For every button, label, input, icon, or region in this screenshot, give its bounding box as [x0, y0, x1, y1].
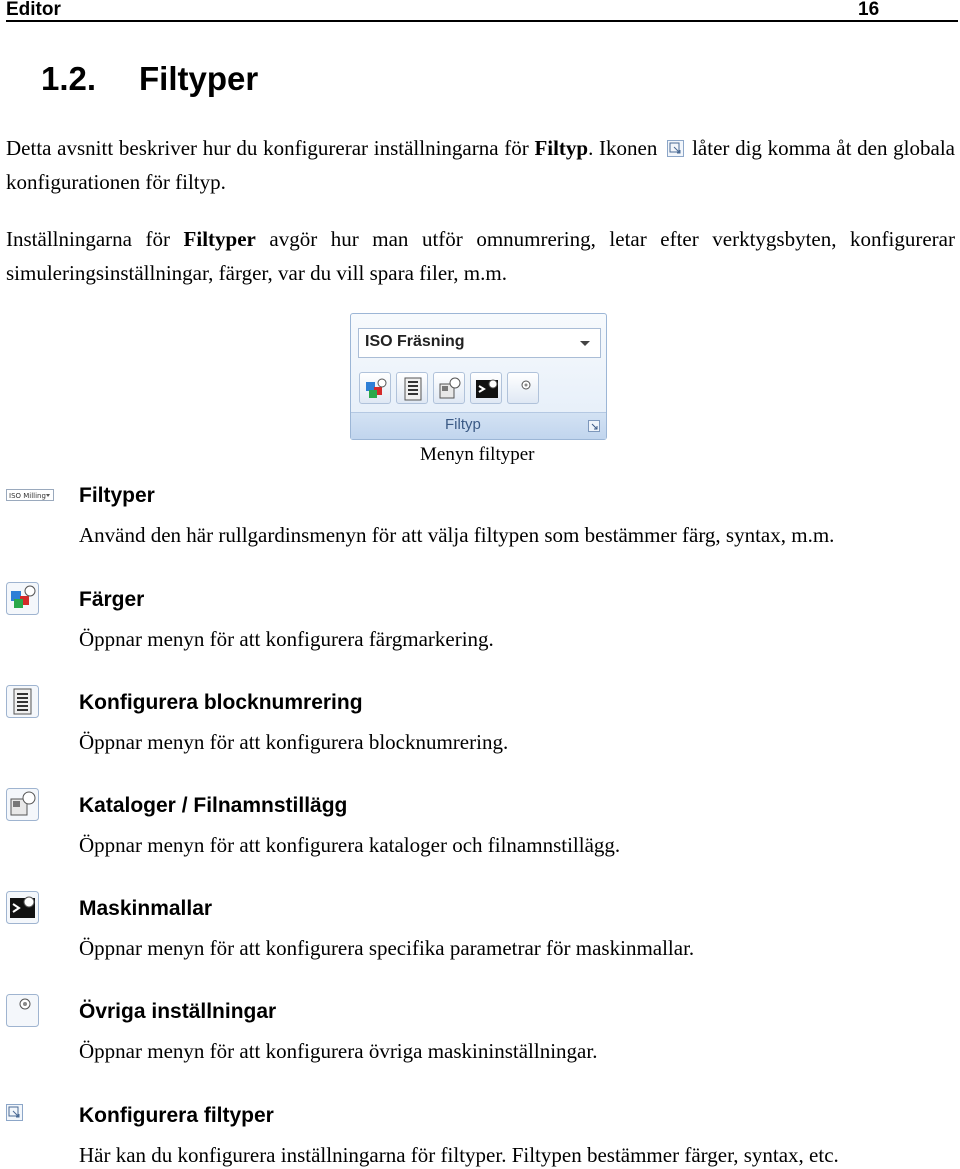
block-numbering-button[interactable] [396, 372, 428, 404]
colors-icon[interactable] [6, 582, 39, 620]
block-numbering-icon[interactable] [6, 685, 39, 723]
other-settings-icon[interactable] [6, 994, 39, 1032]
dropdown-value: ISO Fräsning [365, 333, 465, 350]
colors-button[interactable] [359, 372, 391, 404]
item-title: Filtyper [79, 484, 155, 507]
item-title: Konfigurera filtyper [79, 1104, 274, 1127]
chevron-down-icon[interactable] [580, 341, 590, 346]
catalogs-icon [438, 377, 462, 401]
dialog-launcher-icon[interactable] [6, 1104, 23, 1126]
item-desc: Använd den här rullgardinsmenyn för att välja filtypen som bestämmer färg, syntax, m.m. [79, 523, 835, 547]
intro-bold: Filtyp [534, 136, 589, 160]
machine-templates-button[interactable] [470, 372, 502, 404]
item-title: Övriga inställningar [79, 1000, 277, 1023]
dialog-launcher-icon[interactable] [588, 419, 600, 437]
item-desc: Öppnar menyn för att konfigurera övriga maskininställningar. [79, 1039, 598, 1063]
ribbon-group-footer [351, 412, 606, 439]
settings-text: Inställningarna för [6, 227, 184, 251]
intro-text-2: . Ikonen [588, 136, 658, 160]
item-desc: Öppnar menyn för att konfigurera specifika parametrar för maskinmallar. [79, 936, 695, 960]
filtyp-ribbon-group [350, 313, 607, 440]
item-title: Maskinmallar [79, 897, 213, 920]
dialog-launcher-icon[interactable] [667, 133, 684, 150]
settings-bold: Filtyper [183, 227, 256, 251]
filetype-dropdown[interactable] [358, 328, 601, 358]
header-chapter: Editor [6, 0, 61, 20]
intro-text-3: låter dig komma åt den globala konfigurationen för filtyp. [6, 136, 955, 194]
item-desc: Öppnar menyn för att konfigurera färgmarkering. [79, 627, 494, 651]
colors-icon [364, 377, 388, 401]
catalogs-icon[interactable] [6, 788, 39, 826]
item-title: Kataloger / Filnamnstillägg [79, 794, 348, 817]
figure-caption: Menyn filtyper [420, 444, 535, 465]
machine-templates-icon[interactable] [6, 891, 39, 929]
svg-text:ISO Milling: ISO Milling [9, 492, 46, 500]
item-desc: Här kan du konfigurera inställningarna för filtyper. Filtypen bestämmer färger, syntax, etc. [79, 1143, 839, 1167]
section-number: 1.2. [41, 60, 97, 97]
iso-milling-dropdown-icon[interactable] [6, 488, 54, 506]
intro-paragraph [6, 131, 955, 199]
item-title: Färger [79, 588, 145, 611]
machine-templates-icon [475, 377, 499, 401]
block-numbering-icon [401, 377, 425, 401]
other-settings-button[interactable] [507, 372, 539, 404]
header-page-number: 16 [858, 0, 880, 20]
ribbon-group-label: Filtyp [445, 416, 481, 433]
settings-paragraph [6, 222, 955, 290]
page-header [6, 0, 958, 22]
section-title: Filtyper [139, 60, 259, 97]
other-settings-icon [512, 377, 536, 401]
intro-text: Detta avsnitt beskriver hur du konfigurerar inställningarna för [6, 136, 535, 160]
settings-text-2: avgör hur man utför omnumrering, letar efter verktygsbyten, konfigurerar simuleringsinställningar, färger, var du vill spara filer, m.m. [6, 227, 955, 285]
item-title: Konfigurera blocknumrering [79, 691, 363, 714]
catalogs-button[interactable] [433, 372, 465, 404]
section-heading [41, 60, 258, 98]
item-desc: Öppnar menyn för att konfigurera kataloger och filnamnstillägg. [79, 833, 621, 857]
item-desc: Öppnar menyn för att konfigurera blocknumrering. [79, 730, 509, 754]
